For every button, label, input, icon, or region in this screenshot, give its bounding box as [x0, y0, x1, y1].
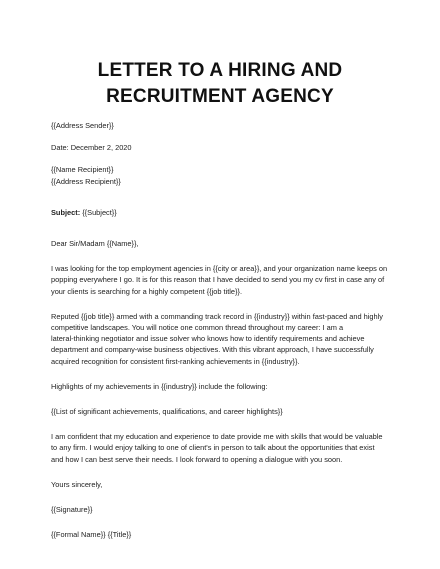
salutation: Dear Sir/Madam {{Name}}, — [51, 239, 139, 249]
paragraph-line: acquired recognition for consistent first-ranking achievements in {{industry}}. — [51, 356, 300, 366]
subject-label: Subject: — [51, 207, 81, 217]
highlights-intro: Highlights of my achievements in {{industry}} include the following: — [51, 381, 268, 391]
paragraph-line: I was looking for the top employment agencies in {{city or area}}, and your organization name keeps on — [51, 264, 388, 274]
subject-line — [51, 207, 396, 218]
closing: Yours sincerely, — [51, 479, 103, 489]
formal-name-title: {{Formal Name}} {{Title}} — [51, 530, 132, 540]
paragraph-background — [51, 311, 396, 367]
paragraph-intro — [51, 263, 396, 297]
letter-date: Date: December 2, 2020 — [51, 143, 132, 153]
paragraph-line: to any firm. I would enjoy talking to one of client's in person to talk about the opportunities that exist — [51, 443, 375, 453]
page-title: LETTER TO A HIRING AND RECRUITMENT AGENCY — [97, 60, 343, 107]
name-recipient: {{Name Recipient}} — [51, 165, 114, 175]
address-sender: {{Address Sender}} — [51, 121, 114, 130]
letter-body — [51, 120, 396, 540]
paragraph-line: competitive landscapes. You will notice one common thread throughout my career: I am a — [51, 323, 344, 333]
highlights-list: {{List of significant achievements, qualifications, and career highlights}} — [51, 407, 283, 417]
paragraph-line: lateral-thinking negotiator and issue solver who knows how to identify requirements and achieve — [51, 334, 365, 344]
paragraph-line: department and company-wise business objectives. With this vibrant approach, I have successfully — [51, 345, 374, 355]
paragraph-line: popping everywhere I go. It is for this reason that I have decided to send you my cv first in case any of — [51, 275, 385, 285]
paragraph-line: and how I can best serve their needs. I look forward to opening a dialogue with you soon. — [51, 454, 343, 464]
paragraph-line: Reputed {{job title}} armed with a commanding track record in {{industry}} within fast-paced and highly — [51, 311, 383, 321]
subject-value: {{Subject}} — [80, 207, 117, 217]
paragraph-line: your clients is searching for a highly competent {{job title}}. — [51, 286, 243, 296]
signature: {{Signature}} — [51, 505, 93, 515]
paragraph-line: I am confident that my education and experience to date provide me with skills that would be valuable — [51, 432, 383, 442]
paragraph-closing — [51, 431, 396, 465]
address-recipient: {{Address Recipient}} — [51, 176, 121, 186]
